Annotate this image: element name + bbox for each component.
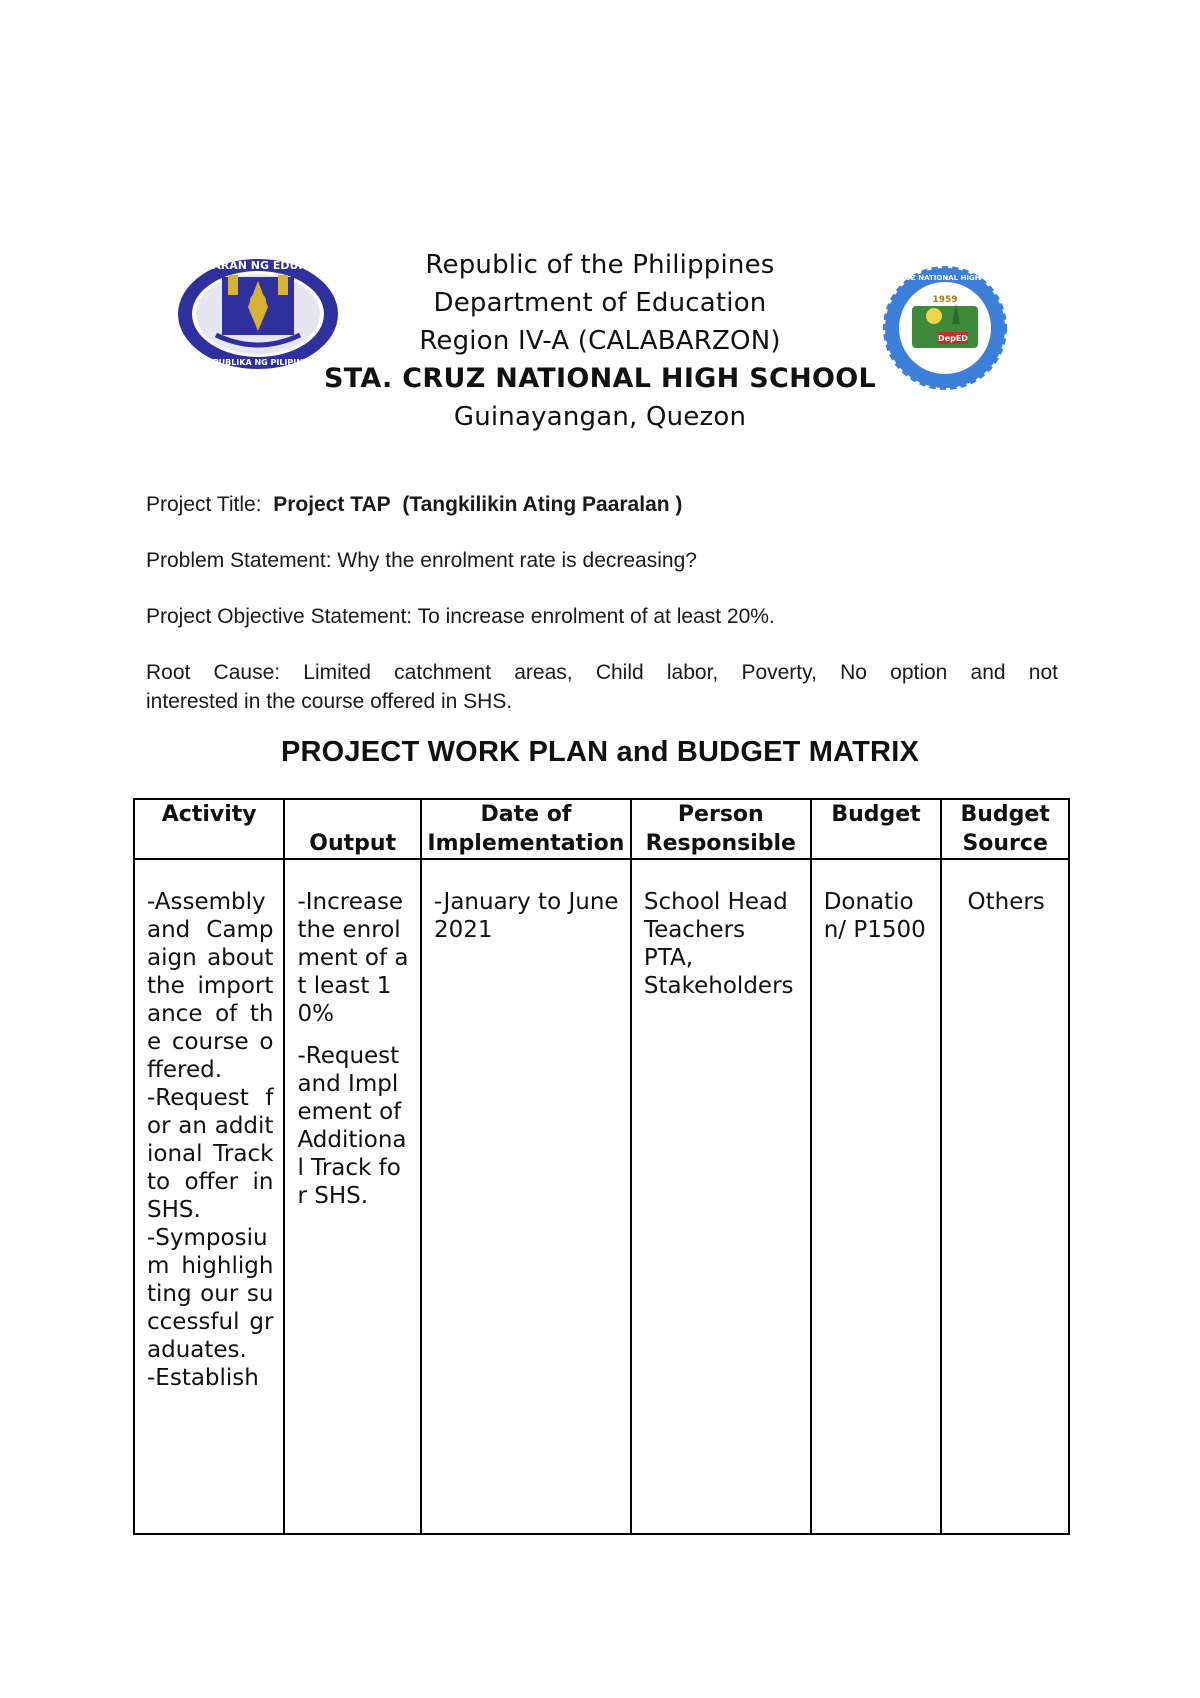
work-plan-table [133,798,1070,1535]
header-output: Output [284,799,421,859]
svg-text:KAGAWARAN NG EDUKASYON: KAGAWARAN NG EDUKASYON [166,259,350,272]
output-cell [284,859,421,1534]
republic-line: Republic of the Philippines [425,250,775,280]
letterhead [0,246,1200,436]
output-item: -Request and Implement of Additional Track for SHS. [297,1043,407,1209]
root-cause-line2: interested in the course offered in SHS. [146,690,513,713]
person-item: Stakeholders [643,973,794,999]
header-person: Person Responsible [631,799,811,859]
header-budget: Budget [811,799,942,859]
problem-statement: Problem Statement: Why the enrolment rate is decreasing? [146,549,697,572]
region-line: Region IV-A (CALABARZON) [419,326,781,356]
person-item: PTA, [643,945,694,971]
project-title-line [146,490,1058,519]
person-item: Teachers [643,917,746,943]
root-cause [146,658,1058,716]
header-source: Budget Source [941,799,1069,859]
root-cause-line1: Root Cause: Limited catchment areas, Child labor, Poverty, No option and not [146,661,1058,684]
svg-text:DepED: DepED [938,334,968,343]
person-item: School Head [643,889,788,915]
activity-item: -Assembly and Campaign about the importance of the course offered. [147,889,274,1083]
activity-item: -Symposium highlighting our successful graduates. [147,1225,274,1363]
project-title-paren: (Tangkilikin Ating Paaralan ) [402,493,683,516]
person-cell [631,859,811,1534]
project-title-value: Project TAP [273,493,391,516]
header-date: Date of Implementation [421,799,631,859]
activity-cell [134,859,284,1534]
school-location: Guinayangan, Quezon [453,402,747,432]
table-row [134,859,1069,1534]
date-cell: -January to June 2021 [421,859,631,1534]
activity-item: -Establish [147,1365,259,1391]
header-activity: Activity [134,799,284,859]
svg-text:1959: 1959 [932,295,958,305]
matrix-title: PROJECT WORK PLAN and BUDGET MATRIX [280,736,920,768]
school-name: STA. CRUZ NATIONAL HIGH SCHOOL [323,363,876,394]
objective-statement: Project Objective Statement: To increase enrolment of at least 20%. [146,605,775,628]
table-header-row [134,799,1069,859]
department-line: Department of Education [433,288,767,318]
budget-source-cell: Others [941,859,1069,1534]
output-item: -Increase the enrolment of at least 10% [297,889,409,1027]
svg-text:STA. CRUZ NATIONAL HIGH SCHOOL: STA. CRUZ NATIONAL HIGH SCHOOL [874,274,1016,282]
budget-cell: Donation/ P1500 [811,859,942,1534]
svg-text:REPUBLIKA NG PILIPINAS: REPUBLIKA NG PILIPINAS [201,358,315,367]
project-title-label: Project Title: [146,493,262,516]
activity-item: -Request for an additional Track to offer in SHS. [147,1085,274,1223]
